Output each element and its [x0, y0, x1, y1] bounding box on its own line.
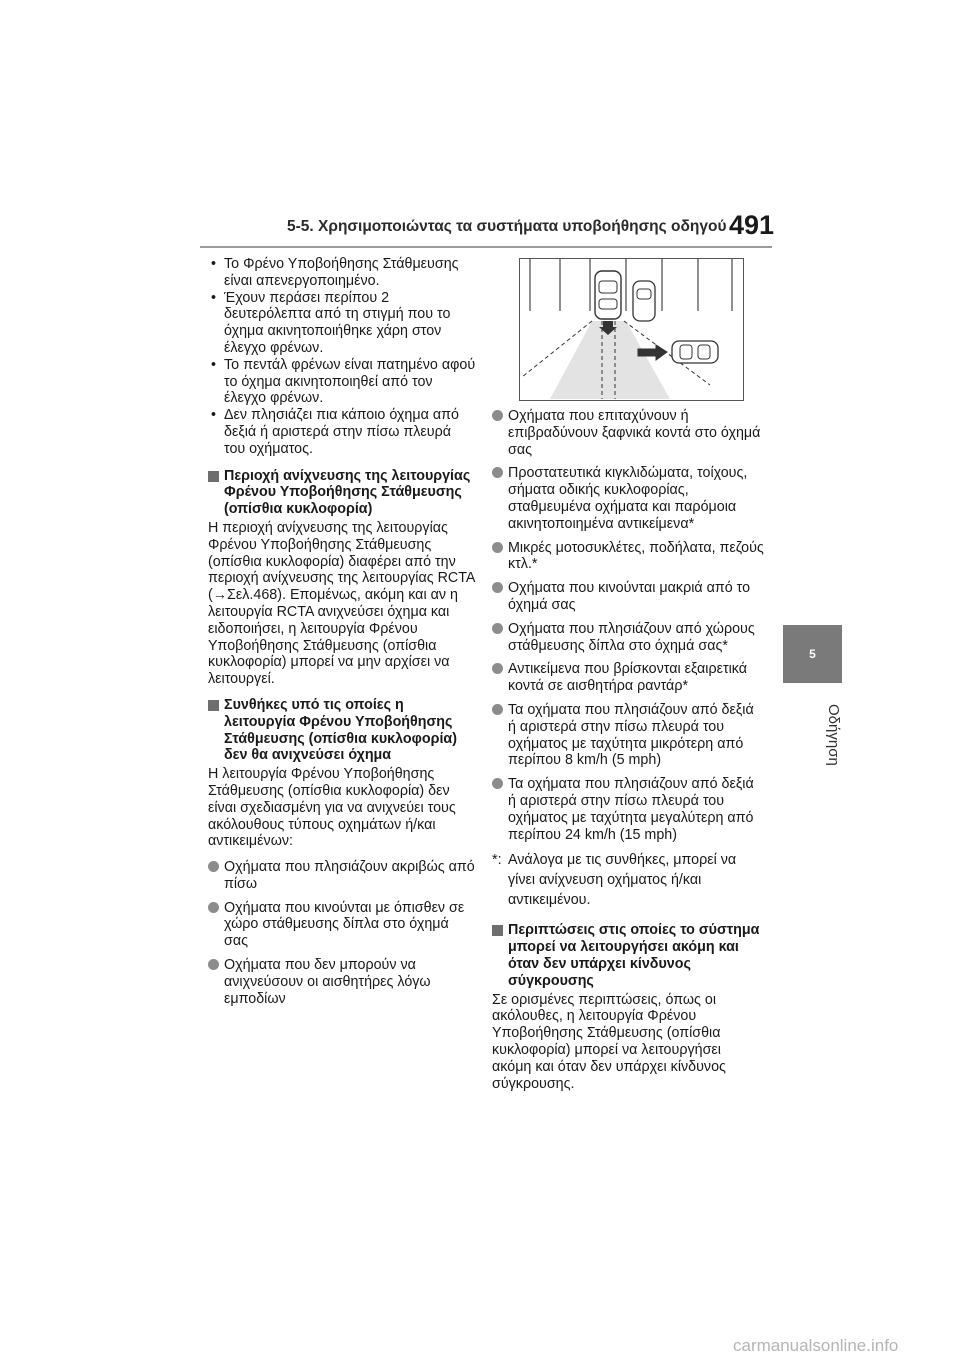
square-bullet-icon	[208, 471, 219, 482]
list-item: Οχήματα που κινούνται μακριά από το όχημά σας	[492, 580, 764, 614]
list-item: Αντικείμενα που βρίσκονται εξαιρετικά κοντά σε αισθητήρα ραντάρ*	[492, 661, 764, 695]
circle-bullet-icon	[492, 663, 503, 674]
footnote-mark: *:	[492, 852, 502, 869]
section-heading	[492, 922, 764, 989]
circle-bullet-icon	[492, 467, 503, 478]
chapter-tab-label: Οδήγηση	[825, 704, 842, 766]
section-heading	[208, 697, 476, 764]
own-car-icon	[595, 271, 621, 319]
list-item: • Δεν πλησιάζει πια κάποιο όχημα από δεξιά ή αριστερά στην πίσω πλευρά του οχήματος.	[208, 407, 476, 457]
circle-bullet-icon	[208, 861, 219, 872]
approaching-car-icon	[672, 341, 718, 363]
chapter-number: 5	[809, 647, 816, 661]
section-heading	[208, 468, 476, 518]
left-column	[208, 256, 476, 1014]
circle-bullet-icon	[492, 778, 503, 789]
page-header-title: 5-5. Χρησιμοποιώντας τα συστήματα υποβοήθησης οδηγού	[287, 218, 727, 235]
parking-illustration	[519, 258, 744, 401]
list-item: Οχήματα που πλησιάζουν ακριβώς από πίσω	[208, 859, 476, 893]
right-column	[492, 408, 764, 1101]
parking-lot-diagram	[520, 259, 742, 399]
circle-bullet-icon	[492, 410, 503, 421]
circle-bullet-icon	[208, 902, 219, 913]
list-item: Οχήματα που δεν μπορούν να ανιχνεύσουν οι αισθητήρες λόγω εμποδίων	[208, 957, 476, 1007]
square-bullet-icon	[492, 925, 503, 936]
section-heading-text: Περιπτώσεις στις οποίες το σύστημα μπορεί να λειτουργήσει ακόμη και όταν δεν υπάρχει κίνδυνος σύγκρουσης	[508, 922, 760, 989]
list-item: Οχήματα που επιταχύνουν ή επιβραδύνουν ξαφνικά κοντά στο όχημά σας	[492, 408, 764, 458]
list-item: • Το Φρένο Υποβοήθησης Στάθμευσης είναι απενεργοποιημένο.	[208, 256, 476, 290]
list-item: Μικρές μοτοσυκλέτες, ποδήλατα, πεζούς κτλ.*	[492, 540, 764, 574]
section-heading-text: Συνθήκες υπό τις οποίες η λειτουργία Φρένου Υποβοήθησης Στάθμευσης (οπίσθια κυκλοφορία) δεν θα ανιχνεύσει όχημα	[224, 696, 457, 764]
section-paragraph: Η λειτουργία Φρένου Υποβοήθησης Στάθμευσης (οπίσθια κυκλοφορία) δεν είναι σχεδιασμένη για να ανιχνεύει τους ακόλουθους τύπους οχημάτων ή/και αντικειμένων:	[208, 766, 456, 850]
circle-bullet-icon	[492, 542, 503, 553]
circle-bullet-icon	[492, 623, 503, 634]
circle-bullet-icon	[492, 704, 503, 715]
list-item: • Το πεντάλ φρένων είναι πατημένο αφού το όχημα ακινητοποιηθεί από τον έλεγχο φρένων.	[208, 357, 476, 407]
page-number: 491	[729, 210, 775, 240]
list-item: Οχήματα που κινούνται με όπισθεν σε χώρο στάθμευσης δίπλα στο όχημά σας	[208, 900, 476, 950]
circle-bullet-icon	[492, 582, 503, 593]
section-paragraph: Η περιοχή ανίχνευσης της λειτουργίας Φρένου Υποβοήθησης Στάθμευσης (οπίσθια κυκλοφορία) διαφέρει από την περιοχή ανίχνευσης της λειτουργίας RCTA (→Σελ.468). Επομένως, ακόμη και αν η λειτουργία RCTA ανιχνεύσει όχημα και ειδοποιήσει, η λειτουργία Φρένου Υποβοήθησης Στάθμευσης (οπίσθια κυκλοφορία) μπορεί να μην αρχίσει να λειτουργεί.	[208, 519, 475, 688]
list-item: Οχήματα που πλησιάζουν από χώρους στάθμευσης δίπλα στο όχημά σας*	[492, 621, 764, 655]
section-paragraph: Σε ορισμένες περιπτώσεις, όπως οι ακόλουθες, η λειτουργία Φρένου Υποβοήθησης Στάθμευσης (οπίσθια κυκλοφορία) μπορεί να λειτουργήσει ακόμη και όταν δεν υπάρχει κίνδυνος σύγκρουσης.	[492, 991, 726, 1092]
list-item: • Έχουν περάσει περίπου 2 δευτερόλεπτα από τη στιγμή που το όχημα ακινητοποιήθηκε χάρη στον έλεγχο φρένων.	[208, 290, 476, 357]
list-item: Τα οχήματα που πλησιάζουν από δεξιά ή αριστερά στην πίσω πλευρά του οχήματος με ταχύτητα μεγαλύτερη από περίπου 24 km/h (15 mph)	[492, 776, 764, 843]
chapter-tab[interactable]	[783, 625, 842, 683]
section-heading-text: Περιοχή ανίχνευσης της λειτουργίας Φρένου Υποβοήθησης Στάθμευσης (οπίσθια κυκλοφορία)	[224, 467, 471, 518]
circle-bullet-icon	[208, 959, 219, 970]
footnote	[492, 850, 764, 910]
list-item: Προστατευτικά κιγκλιδώματα, τοίχους, σήματα οδικής κυκλοφορίας, σταθμευμένα οχήματα και παρόμοια ακινητοποιημένα αντικείμενα*	[492, 465, 764, 532]
square-bullet-icon	[208, 700, 219, 711]
watermark: carmanualsonline.info	[733, 1336, 899, 1355]
list-item: Τα οχήματα που πλησιάζουν από δεξιά ή αριστερά στην πίσω πλευρά του οχήματος με ταχύτητα μικρότερη από περίπου 8 km/h (5 mph)	[492, 702, 764, 769]
footnote-text: Ανάλογα με τις συνθήκες, μπορεί να γίνει ανίχνευση οχήματος ή/και αντικειμένου.	[508, 852, 737, 909]
conditions-list	[208, 256, 476, 458]
header-divider	[200, 246, 772, 248]
